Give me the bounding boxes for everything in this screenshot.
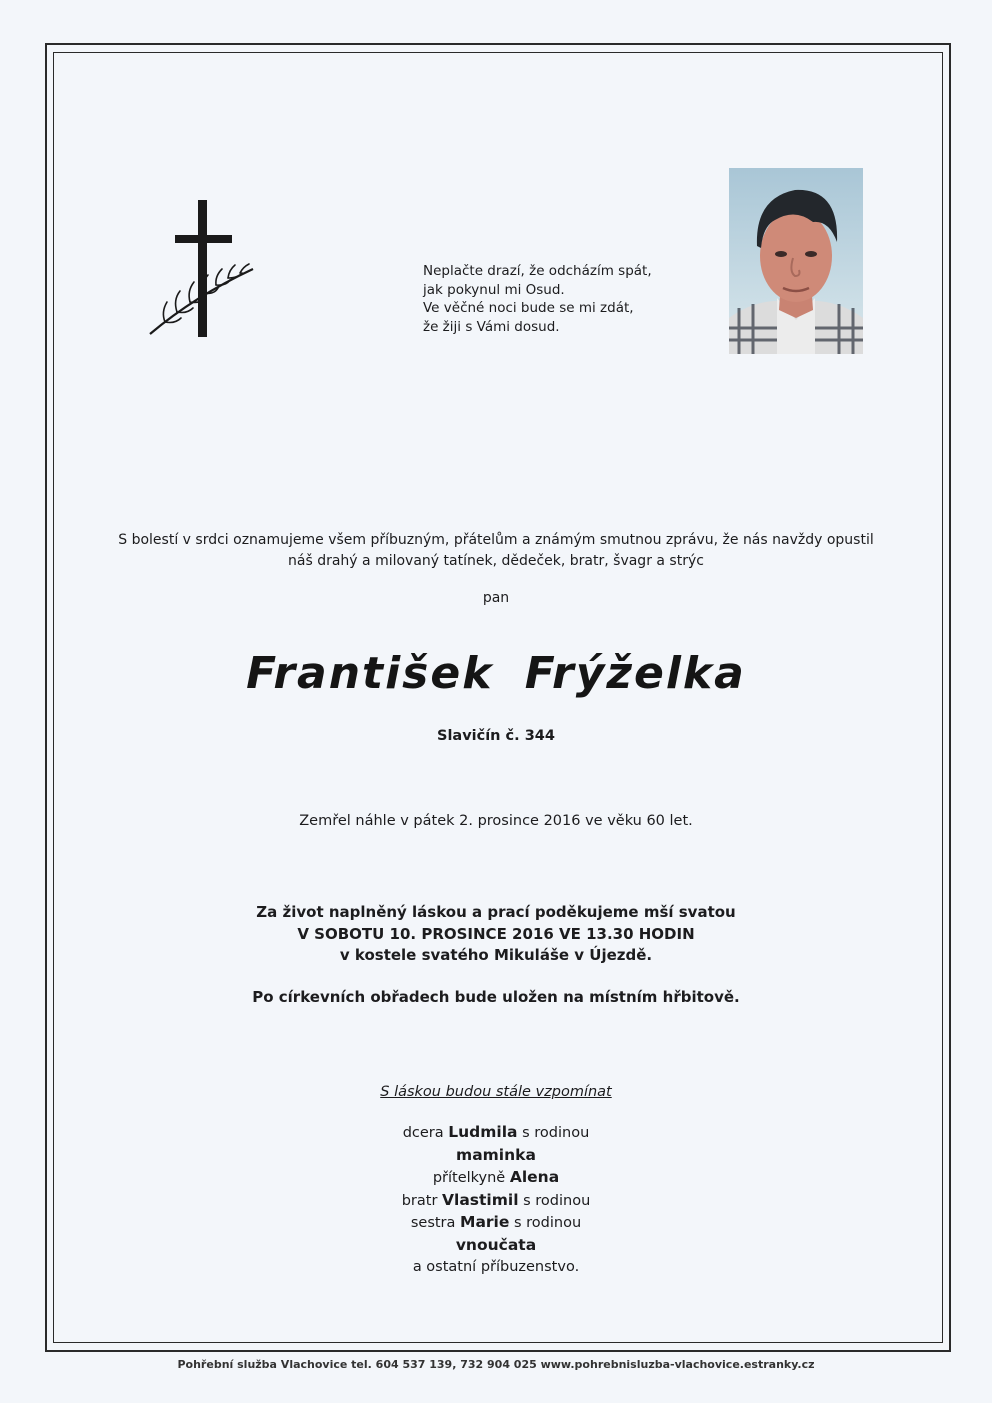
mourners-list — [60, 1122, 932, 1279]
mourner-name: Alena — [509, 1168, 560, 1186]
title-word: pan — [482, 590, 510, 606]
announcement-line-1: S bolestí v srdci oznamujeme všem příbuzným, přátelům a známým smutnou zprávu, že nás navždy opustil — [118, 532, 874, 548]
burial-info: Po církevních obřadech bude uložen na místním hřbitově. — [252, 988, 740, 1006]
deceased-name: František Frýželka — [246, 648, 746, 699]
mourner-relation: sestra — [410, 1215, 461, 1231]
announcement-line-2: náš drahý a milovaný tatínek, dědeček, bratr, švagr a strýc — [288, 553, 704, 569]
poem-line: Ve věčné noci bude se mi zdát, — [423, 300, 634, 316]
portrait-photo — [729, 168, 863, 354]
mourner-suffix: s rodinou — [517, 1125, 590, 1141]
remembrance-heading: S láskou budou stále vzpomínat — [380, 1084, 612, 1100]
mourner-name: maminka — [456, 1145, 536, 1164]
ceremony-line-1: Za život naplněný láskou a prací poděkujeme mší svatou — [256, 903, 736, 921]
mourner-line — [60, 1122, 932, 1145]
mourner-name: Marie — [460, 1213, 510, 1231]
poem-line: Neplačte drazí, že odcházím spát, — [423, 263, 652, 279]
poem — [423, 262, 683, 336]
cross-with-palm-icon — [145, 196, 260, 341]
death-notice: Zemřel náhle v pátek 2. prosince 2016 ve věku 60 let. — [299, 813, 693, 829]
deceased-address: Slavičín č. 344 — [437, 728, 555, 744]
mourner-relation: dcera — [402, 1125, 449, 1141]
mourner-name: vnoučata — [455, 1235, 537, 1254]
funeral-service-footer: Pohřební služba Vlachovice tel. 604 537 139, 732 904 025 www.pohrebnisluzba-vlachovice.estranky.cz — [177, 1358, 815, 1371]
mourner-suffix: s rodinou — [509, 1215, 582, 1231]
mourner-line — [60, 1212, 932, 1235]
mourner-line — [60, 1190, 932, 1213]
mourner-line — [60, 1167, 932, 1190]
ceremony-line-2: V SOBOTU 10. PROSINCE 2016 VE 13.30 HODIN — [297, 924, 695, 943]
mourner-name: Vlastimil — [442, 1190, 519, 1209]
ceremony-info — [60, 902, 932, 967]
ceremony-line-3: v kostele svatého Mikuláše v Újezdě. — [339, 946, 653, 964]
mourner-relation: přítelkyně — [432, 1170, 510, 1186]
mourner-relation: bratr — [401, 1192, 443, 1209]
poem-line: že žiji s Vámi dosud. — [423, 318, 560, 335]
mourner-line — [60, 1235, 932, 1258]
mourner-relation: a ostatní příbuzenstvo. — [412, 1259, 580, 1275]
poem-line: jak pokynul mi Osud. — [423, 281, 565, 298]
mourner-suffix: s rodinou — [518, 1192, 591, 1209]
mourner-name: Ludmila — [448, 1123, 518, 1141]
mourner-line — [60, 1257, 932, 1279]
announcement — [60, 530, 932, 572]
mourner-line — [60, 1145, 932, 1168]
